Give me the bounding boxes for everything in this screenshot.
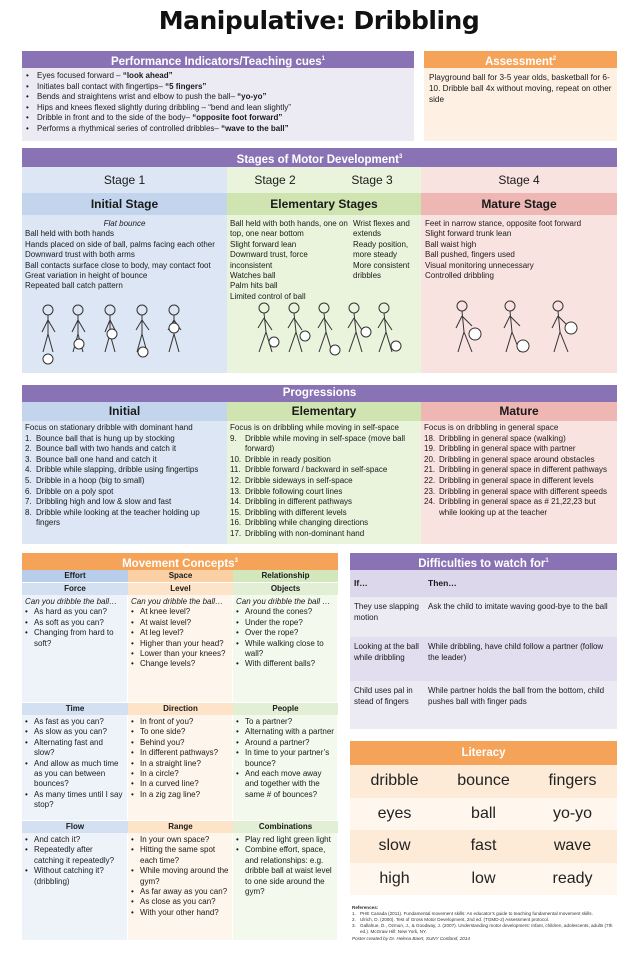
mature-stage-list xyxy=(425,219,613,281)
progression-step xyxy=(25,497,224,508)
step-text: Bounce ball that is hung up by stocking xyxy=(36,433,175,443)
stage-characteristic: Palm hits ball xyxy=(230,281,278,291)
stage-characteristic: Controlled dribbling xyxy=(425,271,494,281)
cue-text: Performs a rhythmical series of controlled dribbles– xyxy=(37,123,222,133)
concept-item: • With your other hand? xyxy=(131,908,229,918)
step-text: Dribbling in general space with different speeds xyxy=(439,486,607,496)
literacy-row xyxy=(350,798,617,831)
concept-item: • Around the cones? xyxy=(236,607,334,617)
step-text: Dribbling with non-dominant hand xyxy=(245,528,365,538)
teaching-cue xyxy=(24,103,412,114)
stage-characteristic: More consistent dribbles xyxy=(353,260,410,281)
progression-step xyxy=(230,508,418,519)
literacy-word: yo-yo xyxy=(552,804,593,822)
stage-characteristic: Great variation in height of bounce xyxy=(25,271,148,281)
reference-number: 2. xyxy=(352,917,356,922)
concept-item: • In time to your partner’s bounce? xyxy=(236,748,334,769)
stage-characteristic: Ball contacts surface close to body, may contact foot xyxy=(25,260,211,270)
concept-item: • Lower than your knees? xyxy=(131,649,229,659)
literacy-word: fingers xyxy=(548,772,597,789)
step-text: Dribble forward / backward in self-space xyxy=(245,465,388,475)
initial-stage-list xyxy=(25,229,224,291)
assessment-header: Assessment$^2$ xyxy=(424,51,617,68)
literacy-word: low xyxy=(471,869,496,887)
stage-characteristic: Watches ball xyxy=(230,271,276,281)
step-text: Dribbling in general space in different levels xyxy=(439,475,594,485)
progression-step xyxy=(230,465,418,476)
step-text: Dribbling while changing directions xyxy=(245,518,369,528)
step-text: Dribbling in general space in different pathways xyxy=(439,465,607,475)
progressions-mature-panel xyxy=(421,421,617,544)
literacy-word: eyes xyxy=(377,804,412,822)
figure-mature-3 xyxy=(552,301,577,352)
concept-question: Can you dribble the ball… xyxy=(131,597,224,606)
concept-cell xyxy=(22,595,128,702)
assessment-panel xyxy=(424,68,617,141)
literacy-row xyxy=(350,830,617,863)
concept-item: • And allow as much time as you can between bounces? xyxy=(25,759,124,790)
concept-item: • Behind you? xyxy=(131,738,229,748)
progressions-mature-intro: Focus is on dribbling in general space xyxy=(424,423,559,432)
step-text: Dribble following court lines xyxy=(245,486,343,496)
concept-item: • At waist level? xyxy=(131,618,229,628)
cue-text: Bends and straightens wrist and elbow to push the ball– xyxy=(37,92,238,102)
step-number: 24. xyxy=(424,497,436,507)
concept-item: • Around a partner? xyxy=(236,738,334,748)
progression-step xyxy=(230,518,418,529)
concept-subheading: Direction xyxy=(128,703,233,715)
literacy-row xyxy=(350,863,617,896)
difficulties-then-heading: Then… xyxy=(428,578,457,588)
stage-3-list xyxy=(353,219,419,281)
teaching-cue xyxy=(24,82,412,93)
progression-step xyxy=(424,434,614,445)
step-text: Dribbling high and low & slow and fast xyxy=(36,497,172,507)
step-number: 11. xyxy=(230,465,241,475)
concept-item: • Change levels? xyxy=(131,659,229,669)
step-text: Dribbling in general space around obstacles xyxy=(439,454,595,464)
progression-step xyxy=(230,476,418,487)
stage-characteristic: Ball held with both hands, one on top, one near bottom xyxy=(230,219,348,239)
literacy-word: fast xyxy=(470,837,497,854)
step-text: Bounce ball one hand and catch it xyxy=(36,454,157,464)
concept-item: • With different balls? xyxy=(236,659,334,669)
literacy-word: dribble xyxy=(370,772,419,789)
progressions-mature-heading: Mature xyxy=(421,402,617,421)
step-number: 23. xyxy=(424,486,436,496)
progression-step xyxy=(424,497,614,518)
concept-item: • In different pathways? xyxy=(131,748,229,758)
concept-cell xyxy=(233,715,338,820)
stage-characteristic: Slight forward trunk lean xyxy=(425,229,512,239)
step-number: 9. xyxy=(230,433,237,443)
assessment-text: Playground ball for 3-5 year olds, basketball for 6-10. Dribble ball 4x without moving, repeat on other side xyxy=(429,73,612,104)
step-text: Dribbling in general space as # 21,22,23 but while looking up at the teacher xyxy=(439,497,596,517)
literacy-word: bounce xyxy=(457,772,510,789)
cue-phrase: “opposite foot forward” xyxy=(192,113,283,123)
literacy-header: Literacy xyxy=(350,741,617,765)
concept-item: • In a circle? xyxy=(131,769,229,779)
concept-cell xyxy=(128,715,233,820)
cue-phrase: “look ahead” xyxy=(122,71,173,80)
initial-stage-heading: Initial Stage xyxy=(22,193,227,215)
literacy-word: slow xyxy=(378,837,411,854)
concept-item: • In your own space? xyxy=(131,835,229,845)
figure-initial-4 xyxy=(136,305,149,357)
step-number: 7. xyxy=(25,497,32,507)
concept-item: • And catch it? xyxy=(25,835,124,845)
cue-phrase: “yo-yo” xyxy=(237,92,267,102)
step-text: Dribbling in general space (walking) xyxy=(439,433,566,443)
references-label: References: xyxy=(352,905,379,910)
step-number: 3. xyxy=(25,454,32,464)
concept-cell xyxy=(233,833,338,940)
reference-text: Gallahue, D., Ozmun, J., & Goodway, J. (2007). Understanding motor development: Infant, children, adolescents, adults (7th ed.). McGraw Hill: New York, NY. xyxy=(360,923,613,934)
concept-subheading: Objects xyxy=(233,583,338,595)
difficulty-if: They use slapping motion xyxy=(354,602,419,622)
stage-characteristic: Visual monitoring unnecessary xyxy=(425,260,534,270)
stage-characteristic: Downward trust, force inconsistent xyxy=(230,250,308,270)
concept-item: • As far away as you can? xyxy=(131,887,229,897)
progressions-elementary-intro: Focus is on dribbling while moving in self-space xyxy=(230,423,399,432)
reference-text: PHE Canada (2011). Fundamental movement skills: An educator’s guide to teaching fundamental movement skills. xyxy=(360,911,593,916)
cue-text: Dribble in front and to the side of the body– xyxy=(37,113,193,123)
concept-item: • While moving around the gym? xyxy=(131,866,229,887)
concept-subheading: Flow xyxy=(22,821,128,833)
step-number: 18. xyxy=(424,433,436,443)
cue-text: Initiates ball contact with fingertips– xyxy=(37,81,166,91)
stage-characteristic: Ball waist high xyxy=(425,239,477,249)
step-number: 8. xyxy=(25,507,32,517)
figure-initial-5 xyxy=(168,305,181,352)
step-number: 2. xyxy=(25,444,32,454)
concept-item: • Without catching it? (dribbling) xyxy=(25,866,124,887)
teaching-cue xyxy=(24,71,412,82)
performance-cues-list xyxy=(24,71,412,135)
concept-item: • As close as you can? xyxy=(131,897,229,907)
concept-item: • As slow as you can? xyxy=(25,727,124,737)
stage-2-label: Stage 2 xyxy=(227,167,323,193)
progression-step xyxy=(25,487,224,498)
literacy-word: high xyxy=(379,869,410,887)
concept-item: • Alternating fast and slow? xyxy=(25,738,124,759)
concept-cell xyxy=(128,595,233,702)
teaching-cue xyxy=(24,113,412,124)
movement-concepts-grid xyxy=(22,570,338,940)
literacy-word-grid xyxy=(350,765,617,895)
concept-item: • Alternating with a partner xyxy=(236,727,334,737)
progressions-elementary-list xyxy=(230,434,418,540)
concept-subheading: Combinations xyxy=(233,821,338,833)
progression-step xyxy=(25,465,224,476)
concept-item: • To one side? xyxy=(131,727,229,737)
step-number: 20. xyxy=(424,454,436,464)
literacy-word: ready xyxy=(552,869,593,887)
progression-step xyxy=(25,476,224,487)
progression-step xyxy=(25,444,224,455)
progressions-initial-panel xyxy=(22,421,227,544)
performance-cues-panel xyxy=(22,68,414,141)
movement-concepts-header: Movement Concepts$^3$ xyxy=(22,553,338,570)
stage-2-list xyxy=(230,219,348,302)
stage-characteristic: Limited control of ball xyxy=(230,291,306,301)
difficulty-row xyxy=(350,597,617,637)
stage-1-label: Stage 1 xyxy=(22,167,227,193)
step-text: Dribble in a hoop (big to small) xyxy=(36,475,145,485)
concept-item: • Play red light green light xyxy=(236,835,334,845)
performance-header: Performance Indicators/Teaching cues$^1$ xyxy=(22,51,414,68)
concept-item: • As hard as you can? xyxy=(25,607,124,617)
step-text: Dribble while looking at the teacher holding up fingers xyxy=(36,507,200,528)
progressions-elementary-panel xyxy=(227,421,421,544)
concept-item: • As soft as you can? xyxy=(25,618,124,628)
concept-category: Space xyxy=(128,570,233,582)
concept-item: • Repeatedly after catching it repeatedly? xyxy=(25,845,124,866)
step-number: 16. xyxy=(230,518,242,528)
concept-category: Effort xyxy=(22,570,128,582)
figure-elementary-5 xyxy=(378,303,401,352)
concept-subheading: Level xyxy=(128,583,233,595)
poster-credit: Poster created by Dr. Helena Baert, SUNY Cortland, 2014 xyxy=(352,936,470,941)
progression-step xyxy=(230,487,418,498)
elementary-stage-heading: Elementary Stages xyxy=(227,193,421,215)
figure-mature-2 xyxy=(504,301,529,352)
stage-characteristic: Repeated ball catch pattern xyxy=(25,281,123,291)
concept-cell xyxy=(233,595,338,702)
step-number: 6. xyxy=(25,486,32,496)
difficulty-if: Looking at the ball while dribbling xyxy=(354,642,419,662)
difficulty-if: Child uses pal in stead of fingers xyxy=(354,686,413,706)
figure-initial-2 xyxy=(72,305,85,352)
step-number: 15. xyxy=(230,507,242,517)
difficulty-then: While dribbling, have child follow a partner (follow the leader) xyxy=(428,642,604,662)
progressions-header: Progressions xyxy=(22,385,617,402)
step-text: Dribble sideways in self-space xyxy=(245,475,353,485)
progression-step xyxy=(25,508,224,529)
stage-characteristic: Feet in narrow stance, opposite foot forward xyxy=(425,219,582,228)
progressions-initial-list xyxy=(25,434,224,529)
progression-step xyxy=(424,465,614,476)
flat-bounce-caption: Flat bounce xyxy=(103,219,146,228)
figure-initial-3 xyxy=(105,305,117,352)
reference-item xyxy=(352,923,618,935)
concept-item: • To a partner? xyxy=(236,717,334,727)
references xyxy=(352,905,618,942)
step-text: Dribbling in general space with partner xyxy=(439,444,576,454)
concept-subheading: Range xyxy=(128,821,233,833)
concept-question: Can you dribble the ball… xyxy=(25,597,118,606)
teaching-cue xyxy=(24,92,412,103)
step-number: 1. xyxy=(25,433,32,443)
step-number: 14. xyxy=(230,497,242,507)
progression-step xyxy=(230,529,418,540)
concept-item: • Combine effort, space, and relationships: e.g. dribble ball at waist level to one side around the gym? xyxy=(236,845,334,897)
difficulty-then: Ask the child to imitate waving good-bye to the ball xyxy=(428,602,608,611)
step-number: 10. xyxy=(230,454,242,464)
stage-characteristic: Hands placed on side of ball, palms facing each other xyxy=(25,239,215,249)
step-number: 19. xyxy=(424,444,436,454)
concept-category: Relationship xyxy=(233,570,338,582)
difficulty-then: While partner holds the ball from the bottom, child pushes ball with finger pads xyxy=(428,686,605,706)
step-text: Dribbling with different levels xyxy=(245,507,347,517)
figure-elementary-2 xyxy=(288,303,310,352)
poster-title: Manipulative: Dribbling xyxy=(158,6,480,35)
stage-figures-illustration xyxy=(22,300,617,370)
concept-item: • Higher than your head? xyxy=(131,639,229,649)
progression-step xyxy=(25,434,224,445)
stage-4-label: Stage 4 xyxy=(421,167,617,193)
step-number: 12. xyxy=(230,475,242,485)
progression-step xyxy=(230,455,418,466)
progressions-initial-intro: Focus on stationary dribble with dominant hand xyxy=(25,423,193,432)
step-text: Dribble in ready position xyxy=(245,454,331,464)
cue-phrase: “5 fingers” xyxy=(165,81,207,91)
mature-stage-heading: Mature Stage xyxy=(421,193,617,215)
reference-number: 1. xyxy=(352,911,356,916)
literacy-word: ball xyxy=(471,804,496,822)
concept-cell xyxy=(22,715,128,820)
concept-item: • As fast as you can? xyxy=(25,717,124,727)
figure-elementary-4 xyxy=(348,303,371,352)
stage-characteristic: Downward trust with both arms xyxy=(25,250,135,260)
progression-step xyxy=(424,487,614,498)
step-text: Dribbling in different pathways xyxy=(245,497,353,507)
figure-elementary-3 xyxy=(318,303,340,355)
teaching-cue xyxy=(24,124,412,135)
concept-question: Can you dribble the ball … xyxy=(236,597,331,606)
concept-item: • And each move away and together with the same # of bounces? xyxy=(236,769,334,800)
step-number: 4. xyxy=(25,465,32,475)
progression-step xyxy=(424,455,614,466)
concept-subheading: Force xyxy=(22,583,128,595)
concept-cell xyxy=(22,833,128,940)
stage-characteristic: Ready position, more steady xyxy=(353,239,409,260)
step-text: Dribble on a poly spot xyxy=(36,486,114,496)
concept-subheading: Time xyxy=(22,703,128,715)
concept-item: • At knee level? xyxy=(131,607,229,617)
concept-subheading: People xyxy=(233,703,338,715)
stages-header: Stages of Motor Development$^3$ xyxy=(22,148,617,167)
reference-number: 3. xyxy=(352,923,356,928)
step-number: 22. xyxy=(424,475,436,485)
difficulties-if-heading: If… xyxy=(354,578,368,588)
concept-item: • Hitting the same spot each time? xyxy=(131,845,229,866)
concept-item: • In front of you? xyxy=(131,717,229,727)
progression-step xyxy=(424,444,614,455)
step-number: 17. xyxy=(230,528,242,538)
step-text: Dribble while moving in self-space (move ball forward) xyxy=(245,433,406,454)
cue-text: Eyes focused forward – xyxy=(37,71,123,80)
difficulty-row xyxy=(350,637,617,681)
step-number: 5. xyxy=(25,475,32,485)
progression-step xyxy=(25,455,224,466)
concept-item: • In a curved line? xyxy=(131,779,229,789)
progression-step xyxy=(424,476,614,487)
concept-item: • Changing from hard to soft? xyxy=(25,628,124,649)
stage-characteristic: Wrist flexes and extends xyxy=(353,219,410,239)
concept-item: • Under the rope? xyxy=(236,618,334,628)
stage-characteristic: Ball held with both hands xyxy=(25,229,114,239)
difficulties-table-head xyxy=(350,570,617,597)
progression-step xyxy=(230,497,418,508)
stage-characteristic: Slight forward lean xyxy=(230,239,297,249)
progression-step xyxy=(230,434,418,455)
figure-mature-1 xyxy=(456,301,481,352)
progressions-initial-heading: Initial xyxy=(22,402,227,421)
step-text: Dribble while slapping, dribble using fingertips xyxy=(36,465,199,475)
concept-item: • At leg level? xyxy=(131,628,229,638)
concept-item: • While walking close to wall? xyxy=(236,639,334,660)
difficulties-header: Difficulties to watch for$^1$ xyxy=(350,553,617,570)
progressions-elementary-heading: Elementary xyxy=(227,402,421,421)
difficulty-row xyxy=(350,681,617,729)
cue-phrase: “wave to the ball” xyxy=(221,123,289,133)
step-text: Bounce ball with two hands and catch it xyxy=(36,444,177,454)
stage-characteristic: Ball pushed, fingers used xyxy=(425,250,515,260)
concept-item: • Over the rope? xyxy=(236,628,334,638)
concept-cell xyxy=(128,833,233,940)
stage-3-label: Stage 3 xyxy=(323,167,421,193)
figure-elementary-1 xyxy=(258,303,279,352)
concept-item: • As many times until I say stop? xyxy=(25,790,124,811)
literacy-word: wave xyxy=(553,837,592,854)
references-list xyxy=(352,911,618,935)
concept-item: • In a straight line? xyxy=(131,759,229,769)
step-number: 13. xyxy=(230,486,242,496)
reference-text: Ulrich, D. (2000). Test of Gross Motor Development, 2nd ed. (TGMD-2) Assessment protocol. xyxy=(360,917,550,922)
figure-initial-1 xyxy=(42,305,55,364)
cue-text: Hips and knees flexed slightly during dribbling – “bend and lean slightly” xyxy=(37,102,291,112)
concept-item: • In a zig zag line? xyxy=(131,790,229,800)
step-number: 21. xyxy=(424,465,436,475)
literacy-row xyxy=(350,765,617,798)
progressions-mature-list xyxy=(424,434,614,519)
